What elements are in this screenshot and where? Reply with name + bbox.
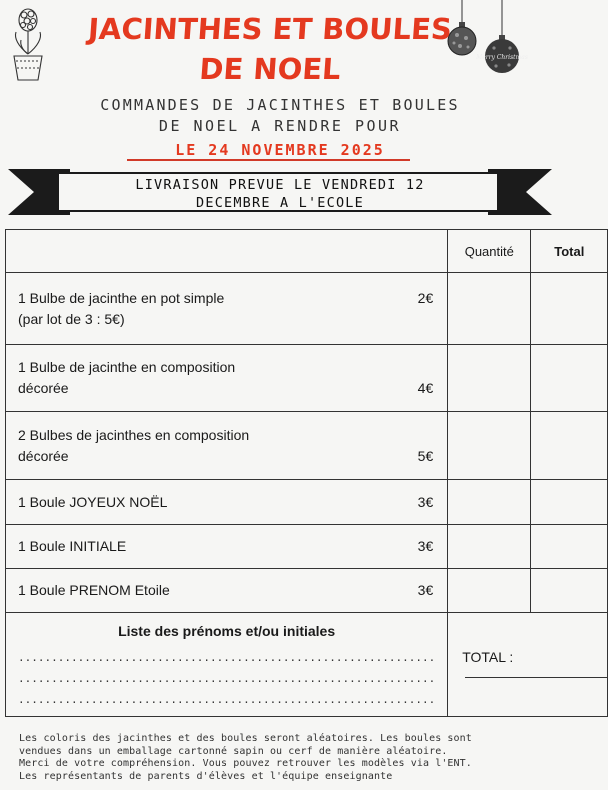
table-header-row xyxy=(6,230,608,273)
table-row xyxy=(6,345,608,412)
table-row xyxy=(6,569,608,613)
page-title-line2: DE NOEL xyxy=(198,52,342,86)
item-cell xyxy=(6,412,448,480)
table-row xyxy=(6,412,608,480)
item-price: 3€ xyxy=(417,538,434,554)
item-label: 1 Boule PRENOM Etoile xyxy=(18,582,170,598)
footer-line: Les représentants de parents d'élèves et l'équipe enseignante xyxy=(19,770,393,782)
item-label: 1 Bulbe de jacinthe en composition xyxy=(18,359,236,375)
item-price: 3€ xyxy=(417,582,434,598)
item-price: 2€ xyxy=(417,289,434,306)
header-quantity: Quantité xyxy=(448,230,531,273)
item-label: 1 Boule INITIALE xyxy=(18,538,127,554)
quantity-field[interactable] xyxy=(448,480,531,525)
item-price: 3€ xyxy=(417,493,434,510)
banner-line1: LIVRAISON PREVUE LE VENDREDI 12 xyxy=(135,177,425,193)
grand-total-cell xyxy=(448,613,608,717)
quantity-field[interactable] xyxy=(448,345,531,412)
item-cell xyxy=(6,480,448,525)
item-label-note: (par lot de 3 : 5€) xyxy=(18,310,125,327)
item-price: 5€ xyxy=(417,447,434,464)
footer-line: Merci de votre compréhension. Vous pouvez retrouver les modèles via l'ENT. xyxy=(19,758,472,769)
total-field[interactable] xyxy=(531,480,608,525)
item-label-line2: décorée xyxy=(18,380,69,396)
names-line[interactable]: ............................................................... xyxy=(18,693,436,706)
item-cell xyxy=(6,525,448,569)
quantity-field[interactable] xyxy=(448,569,531,613)
page-title-line1: JACINTHES ET BOULES xyxy=(87,12,453,46)
subtitle-line2: DE NOEL A RENDRE POUR xyxy=(158,117,402,135)
quantity-field[interactable] xyxy=(448,412,531,480)
total-field[interactable] xyxy=(531,569,608,613)
quantity-field[interactable] xyxy=(448,273,531,345)
delivery-banner xyxy=(0,163,560,223)
item-label: 2 Bulbes de jacinthes en composition xyxy=(18,426,250,443)
hyacinth-pot-illustration xyxy=(6,6,52,88)
names-list-title: Liste des prénoms et/ou initiales xyxy=(118,623,336,639)
total-field[interactable] xyxy=(531,412,608,480)
table-row xyxy=(6,273,608,345)
item-price: 4€ xyxy=(417,380,434,396)
item-label: 1 Boule JOYEUX NOËL xyxy=(18,493,168,510)
banner-line2: DECEMBRE A L'ECOLE xyxy=(196,195,364,211)
header-blank xyxy=(6,230,448,273)
total-field[interactable] xyxy=(531,273,608,345)
total-field[interactable] xyxy=(531,525,608,569)
subtitle-line1: COMMANDES DE JACINTHES ET BOULES xyxy=(100,96,460,114)
header-total: Total xyxy=(531,230,608,273)
item-cell xyxy=(6,345,448,412)
footer-line: Les coloris des jacinthes et des boules seront aléatoires. Les boules sont xyxy=(19,733,472,744)
table-row xyxy=(6,480,608,525)
footer-line: vendues dans un emballage cartonné sapin ou cerf de manière aléatoire. xyxy=(19,745,448,757)
deadline-date: LE 24 NOVEMBRE 2025 xyxy=(175,141,385,159)
table-row-bottom xyxy=(6,613,608,717)
deadline-underline xyxy=(127,159,410,161)
item-cell xyxy=(6,273,448,345)
item-label: 1 Bulbe de jacinthe en pot simple xyxy=(18,289,225,306)
names-line[interactable]: ............................................................... xyxy=(18,672,436,685)
names-list-cell xyxy=(6,613,448,717)
table-row xyxy=(6,525,608,569)
grand-total-field[interactable] xyxy=(465,677,607,678)
grand-total-label: TOTAL : xyxy=(462,648,514,665)
names-line[interactable]: ............................................................... xyxy=(18,651,436,664)
order-table xyxy=(5,229,608,717)
total-field[interactable] xyxy=(531,345,608,412)
ornament-text: Merry Christmas xyxy=(476,54,528,61)
item-label-line2: décorée xyxy=(18,447,69,464)
quantity-field[interactable] xyxy=(448,525,531,569)
footer-note xyxy=(19,733,549,783)
item-cell xyxy=(6,569,448,613)
